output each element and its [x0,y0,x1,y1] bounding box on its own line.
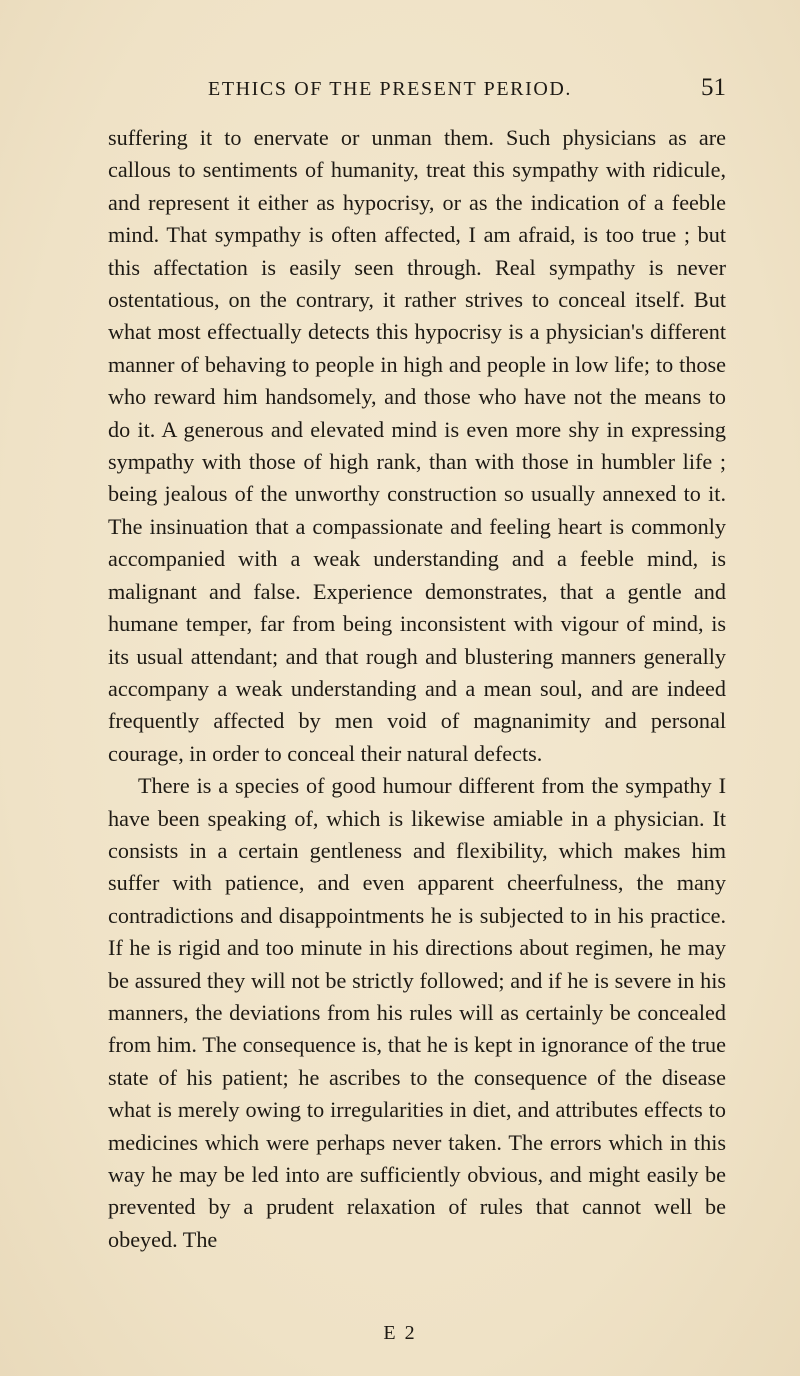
body-text [108,122,726,1256]
paragraph-continued: suffering it to enervate or unman them. Such physicians as are callous to sentiments of humanity, treat this sympathy with ridicule, and represent it either as hypocrisy, or as the indication of a feeble mind. That sympathy is often affected, I am afraid, is too true ; but this affectation is easily seen through. Real sympathy is never ostentatious, on the contrary, it rather strives to conceal itself. But what most effectually detects this hypocrisy is a physician's different manner of behaving to people in high and people in low life; to those who reward him handsomely, and those who have not the means to do it. A generous and elevated mind is even more shy in expressing sympathy with those of high rank, than with those in humbler life ; being jealous of the unworthy construction so usually annexed to it. The insinuation that a compassionate and feeling heart is commonly accompanied with a weak understanding and a feeble mind, is malignant and false. Experience demonstrates, that a gentle and humane temper, far from being inconsistent with vigour of mind, is its usual attendant; and that rough and blustering manners generally accompany a weak understanding and a mean soul, and are indeed frequently affected by men void of magnanimity and personal courage, in order to conceal their natural defects. [108,125,726,766]
page-number: 51 [701,74,726,101]
running-title: ETHICS OF THE PRESENT PERIOD. [208,78,573,100]
paragraph-good-humour: There is a species of good humour different from the sympathy I have been speaking of, which is likewise amiable in a physician. It consists in a certain gentleness and flexibility, which makes him suffer with patience, and even apparent cheerfulness, the many contradictions and disappointments he is subjected to in his practice. If he is rigid and too minute in his directions about regimen, he may be assured they will not be strictly followed; and if he is severe in his manners, the deviations from his rules will as certainly be concealed from him. The consequence is, that he is kept in ignorance of the true state of his patient; he ascribes to the consequence of the disease what is merely owing to irregularities in diet, and attributes effects to medicines which were perhaps never taken. The errors which in this way he may be led into are sufficiently obvious, and might easily be prevented by a prudent relaxation of rules that cannot well be obeyed. The [108,773,726,1252]
signature-mark: E 2 [383,1322,417,1344]
running-head [108,74,726,108]
